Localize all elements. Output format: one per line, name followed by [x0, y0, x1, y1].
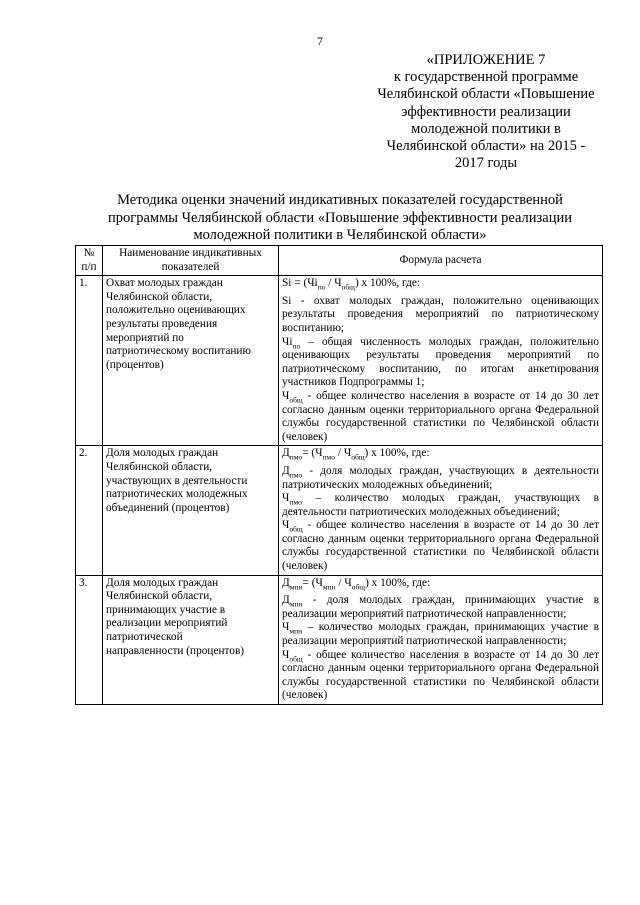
- indicator-name-line: патриотических молодежных: [106, 488, 248, 501]
- indicator-name-line: (процентов): [106, 358, 164, 371]
- variable-definition: [282, 465, 599, 492]
- formula-symbol: Ч: [344, 576, 352, 589]
- formula-subscript: пмо: [289, 452, 303, 462]
- formula-symbol: Д: [282, 447, 290, 460]
- variable-subscript: общ: [289, 653, 303, 663]
- header-name: [103, 246, 279, 276]
- formula-symbol: Ч: [334, 277, 342, 290]
- row-number: 2.: [76, 446, 103, 575]
- indicator-name-line: положительно оценивающих: [106, 304, 246, 317]
- header-num-line: №: [83, 247, 95, 259]
- variable-definition: [282, 621, 599, 648]
- variable-definition: [282, 519, 599, 573]
- indicator-name: [103, 446, 279, 575]
- variable-description: - доля молодых граждан, принимающих участие в реализации мероприятий патриотической направленности;: [282, 594, 599, 620]
- calculation-formula: [279, 276, 603, 446]
- formula-text: /: [335, 447, 344, 460]
- appendix-line: молодежной политики в: [411, 120, 561, 137]
- appendix-line: эффективности реализации: [401, 103, 571, 120]
- variable-description: - охват молодых граждан, положительно оценивающих результаты проведения мероприятий по патриотическому воспитанию;: [282, 294, 599, 334]
- variable-symbol: Si: [282, 294, 292, 307]
- formula-subscript: мпн: [322, 581, 336, 591]
- variable-symbol: Ч: [282, 648, 290, 661]
- formula-text: ) х 100%, где:: [354, 277, 420, 290]
- indicator-name-line: Доля молодых граждан: [106, 447, 219, 460]
- page-number: 7: [317, 34, 323, 48]
- formula-symbol: Si: [282, 277, 292, 290]
- formula-symbol: Ч: [315, 447, 323, 460]
- formula-subscript: мпн: [289, 581, 303, 591]
- table-header-row: [76, 246, 603, 276]
- indicator-name: [103, 575, 279, 704]
- appendix-line: к государственной программе: [393, 69, 579, 86]
- table-row: [76, 575, 603, 704]
- indicator-name-line: Челябинской области,: [106, 460, 213, 473]
- formula-symbol: Ч: [343, 447, 352, 460]
- variable-symbol: Ч: [282, 519, 290, 532]
- variable-description: – общая численность молодых граждан, положительно оценивающих результаты проведения мероприятий по патриотическому воспитанию, по итогам анкетирования участников Подпрограммы 1;: [282, 335, 599, 389]
- indicator-name-line: принимающих участие в: [106, 603, 226, 616]
- title-line: программы Челябинской области «Повышение эффективности реализации: [108, 209, 572, 226]
- indicator-name-line: Охват молодых граждан: [106, 277, 223, 290]
- indicator-name-line: Челябинской области,: [106, 590, 213, 603]
- formula-symbol: Д: [282, 576, 290, 589]
- document-title: [60, 192, 620, 245]
- formula-subscript: пмо: [322, 452, 336, 462]
- indicator-name-line: патриотическому воспитанию: [106, 345, 251, 358]
- formula-symbol: Ч: [315, 576, 323, 589]
- variable-symbol: Чi: [282, 335, 293, 348]
- formula-line: [282, 447, 599, 461]
- indicator-name-line: Челябинской области,: [106, 290, 213, 303]
- variable-description: - доля молодых граждан, участвующих в деятельности патриотических молодежных объединений;: [282, 464, 599, 491]
- variable-subscript: общ: [289, 524, 303, 534]
- variable-subscript: пмо: [289, 470, 303, 480]
- variable-subscript: мпн: [289, 626, 303, 636]
- indicator-name: [103, 276, 279, 446]
- title-line: Методика оценки значений индикативных показателей государственной: [117, 192, 563, 208]
- variable-description: - общее количество населения в возрасте от 14 до 30 лет согласно данным оценки территориального органа Федеральной службы государственной статистики по Челябинской области (человек): [282, 648, 599, 702]
- header-formula: Формула расчета: [279, 246, 603, 276]
- indicator-name-line: направленности (процентов): [106, 644, 245, 657]
- table-row: [76, 446, 603, 575]
- appendix-line: Челябинской области» на 2015 -: [386, 138, 586, 155]
- variable-description: - общее количество населения в возрасте от 14 до 30 лет согласно данным оценки территориального органа Федеральной службы государственной статистики по Челябинской области (человек): [282, 519, 599, 573]
- appendix-line: Челябинской области «Повышение: [377, 86, 595, 103]
- formula-subscript: по: [317, 282, 326, 292]
- formula-subscript: общ: [351, 581, 366, 591]
- calculation-formula: [279, 446, 603, 575]
- variable-symbol: Ч: [282, 621, 290, 634]
- variable-symbol: Ч: [282, 492, 290, 505]
- formula-text: ) х 100%, где:: [364, 447, 430, 460]
- header-name-line: Наименование индикативных: [119, 247, 262, 259]
- variable-symbol: Д: [282, 594, 290, 607]
- header-num: [76, 246, 103, 276]
- variable-description: - общее количество населения в возрасте от 14 до 30 лет согласно данным оценки территориального органа Федеральной службы государственной статистики по Челябинской области (человек): [282, 389, 599, 443]
- variable-description: – количество молодых граждан, участвующих в деятельности патриотических молодежных объединений;: [282, 492, 599, 518]
- indicator-name-line: патриотической: [106, 631, 183, 644]
- appendix-line: «ПРИЛОЖЕНИЕ 7: [426, 52, 546, 68]
- formula-symbol: Чi: [307, 277, 318, 290]
- formula-subscript: общ: [351, 452, 365, 462]
- table-body: [76, 276, 603, 705]
- formula-line: [282, 577, 599, 591]
- formula-subscript: общ: [341, 282, 355, 292]
- variable-description: – количество молодых граждан, принимающих участие в реализации мероприятий патриотической направленности;: [282, 621, 599, 648]
- indicator-name-line: реализации мероприятий: [106, 617, 228, 630]
- variable-subscript: мпн: [289, 599, 303, 609]
- variable-definition: [282, 649, 599, 703]
- formula-text: ) х 100%, где:: [365, 576, 431, 589]
- formula-text: /: [325, 277, 335, 290]
- header-name-line: показателей: [161, 260, 220, 273]
- indicators-table: [75, 245, 603, 705]
- indicator-name-line: Доля молодых граждан: [106, 576, 219, 589]
- calculation-formula: [279, 575, 603, 704]
- variable-subscript: общ: [289, 395, 303, 405]
- variable-definition: [282, 390, 599, 444]
- variable-symbol: Ч: [282, 389, 290, 402]
- row-number: 1.: [76, 276, 103, 446]
- indicator-name-line: результаты проведения: [106, 317, 218, 330]
- formula-text: /: [335, 576, 345, 589]
- header-num-line: п/п: [81, 260, 97, 273]
- row-number: 3.: [76, 575, 103, 704]
- variable-definition: [282, 295, 599, 336]
- formula-text: = (: [291, 277, 308, 290]
- appendix-line: 2017 годы: [454, 155, 518, 172]
- variable-subscript: по: [292, 340, 301, 350]
- variable-definition: [282, 336, 599, 390]
- variable-subscript: пмо: [289, 497, 302, 507]
- indicator-name-line: мероприятий по: [106, 331, 184, 344]
- variable-definition: [282, 594, 599, 621]
- indicator-name-line: объединений (процентов): [106, 501, 230, 514]
- formula-line: [282, 277, 599, 291]
- title-line: молодежной политики в Челябинской области»: [193, 227, 487, 244]
- formula-text: = (: [302, 447, 316, 460]
- variable-definition: [282, 492, 599, 519]
- table-row: [76, 276, 603, 446]
- indicator-name-line: участвующих в деятельности: [106, 474, 248, 487]
- appendix-heading: [370, 52, 602, 172]
- variable-symbol: Д: [282, 464, 290, 477]
- formula-text: = (: [302, 576, 316, 589]
